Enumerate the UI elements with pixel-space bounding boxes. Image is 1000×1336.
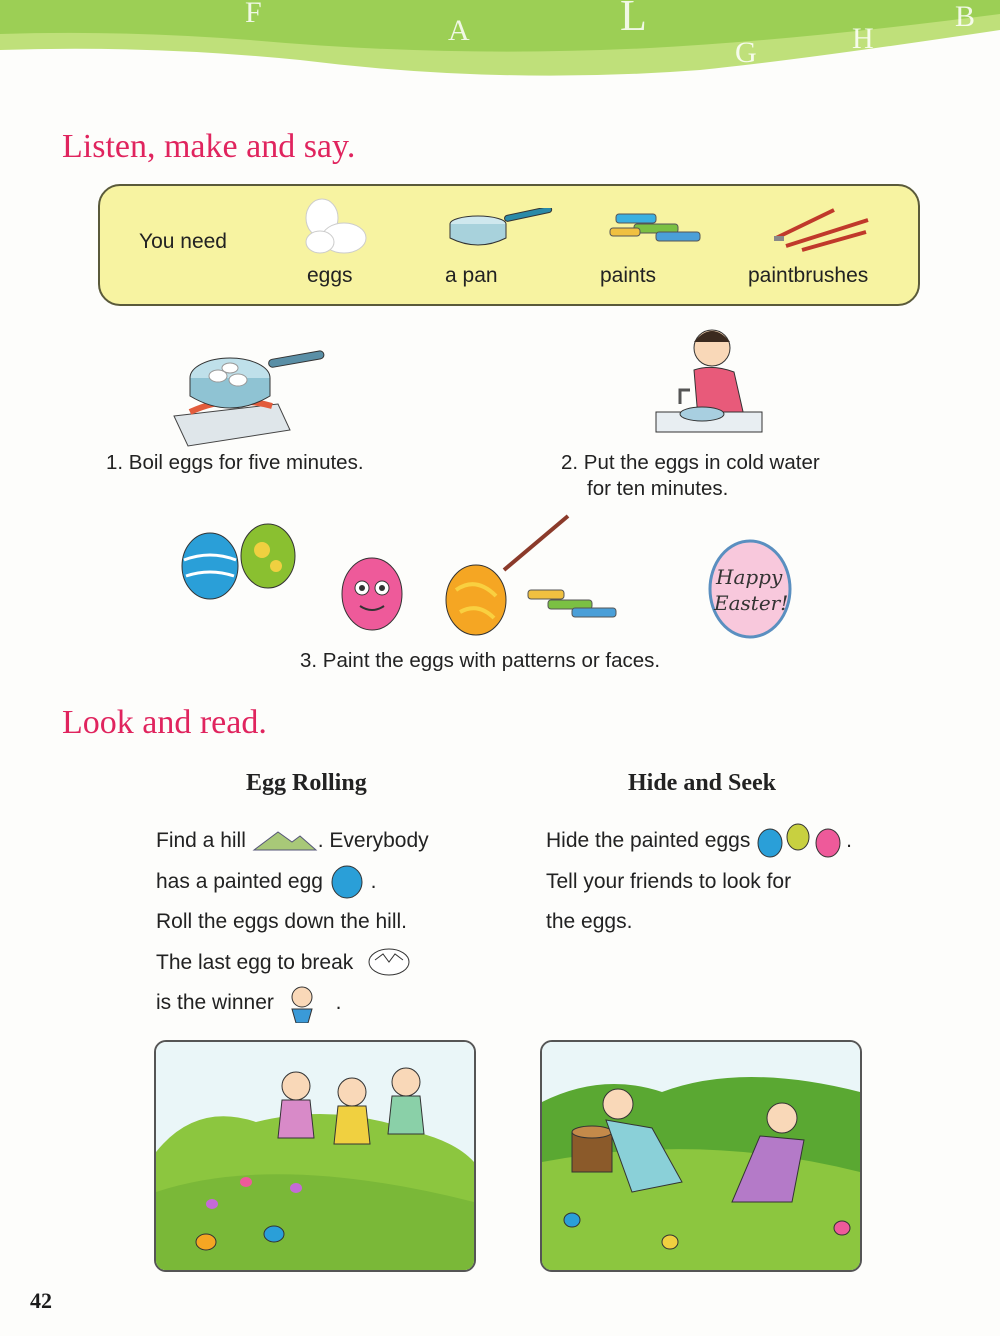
item-label-paints: paints	[600, 264, 657, 287]
hide-and-seek-picture	[540, 1040, 862, 1272]
banner-letter: F	[245, 0, 262, 29]
broken-egg-icon	[359, 946, 411, 980]
text-line: the eggs.	[546, 910, 633, 933]
item-label-paintbrushes: paintbrushes	[748, 264, 869, 287]
egg-rolling-text	[156, 821, 496, 1024]
hill-icon	[252, 828, 318, 854]
easter-text: Easter!	[714, 591, 789, 615]
section-title-listen: Listen, make and say.	[62, 128, 356, 165]
banner-letter: B	[955, 0, 976, 33]
page-number: 42	[30, 1288, 52, 1313]
text-line: Roll the eggs down the hill.	[156, 910, 407, 933]
text-line: . Everybody	[317, 829, 429, 852]
egg-rolling-picture	[154, 1040, 476, 1272]
blue-green-eggs-illustration	[180, 520, 300, 600]
boy-washing-eggs-illustration	[654, 320, 764, 440]
text-line: .	[846, 829, 853, 852]
text-line: Hide the painted eggs	[546, 829, 751, 852]
item-label-pan: a pan	[445, 264, 498, 287]
banner-letter: L	[620, 0, 647, 40]
text-line: Tell your friends to look for	[546, 869, 792, 893]
text-line: has a painted egg	[156, 869, 323, 893]
happy-easter-egg-illustration	[706, 538, 796, 640]
orange-egg-and-paints-illustration	[444, 512, 634, 636]
paints-icon	[606, 210, 716, 246]
step-1-text: 1. Boil eggs for five minutes.	[106, 451, 364, 474]
three-eggs-icon	[756, 823, 846, 859]
text-line: .	[370, 869, 377, 893]
text-line: The last egg to break	[156, 950, 354, 974]
boiling-pot-illustration	[168, 338, 330, 450]
hide-and-seek-title: Hide and Seek	[628, 770, 777, 796]
step-3-text: 3. Paint the eggs with patterns or faces.	[300, 649, 661, 672]
you-need-label: You need	[139, 230, 227, 253]
happy-text: Happy	[716, 565, 783, 589]
header-banner	[0, 0, 1000, 80]
winner-boy-icon	[280, 983, 330, 1023]
text-line: is the winner	[156, 991, 274, 1014]
pink-face-egg-illustration	[340, 556, 404, 632]
eggs-icon	[300, 198, 370, 256]
egg-rolling-title: Egg Rolling	[246, 770, 367, 796]
pan-icon	[448, 208, 556, 252]
text-line: Find a hill	[156, 829, 246, 852]
banner-letter: A	[448, 14, 470, 47]
step-2-text-line2: for ten minutes.	[587, 477, 729, 500]
banner-letter: G	[735, 36, 757, 69]
text-line: .	[335, 991, 342, 1014]
blue-egg-icon	[329, 865, 365, 899]
hide-and-seek-text	[546, 821, 906, 943]
step-2-text-line1: 2. Put the eggs in cold water	[561, 451, 820, 474]
banner-letter: H	[852, 22, 874, 55]
section-title-look: Look and read.	[62, 704, 267, 741]
paintbrushes-icon	[772, 206, 872, 252]
item-label-eggs: eggs	[307, 264, 353, 287]
